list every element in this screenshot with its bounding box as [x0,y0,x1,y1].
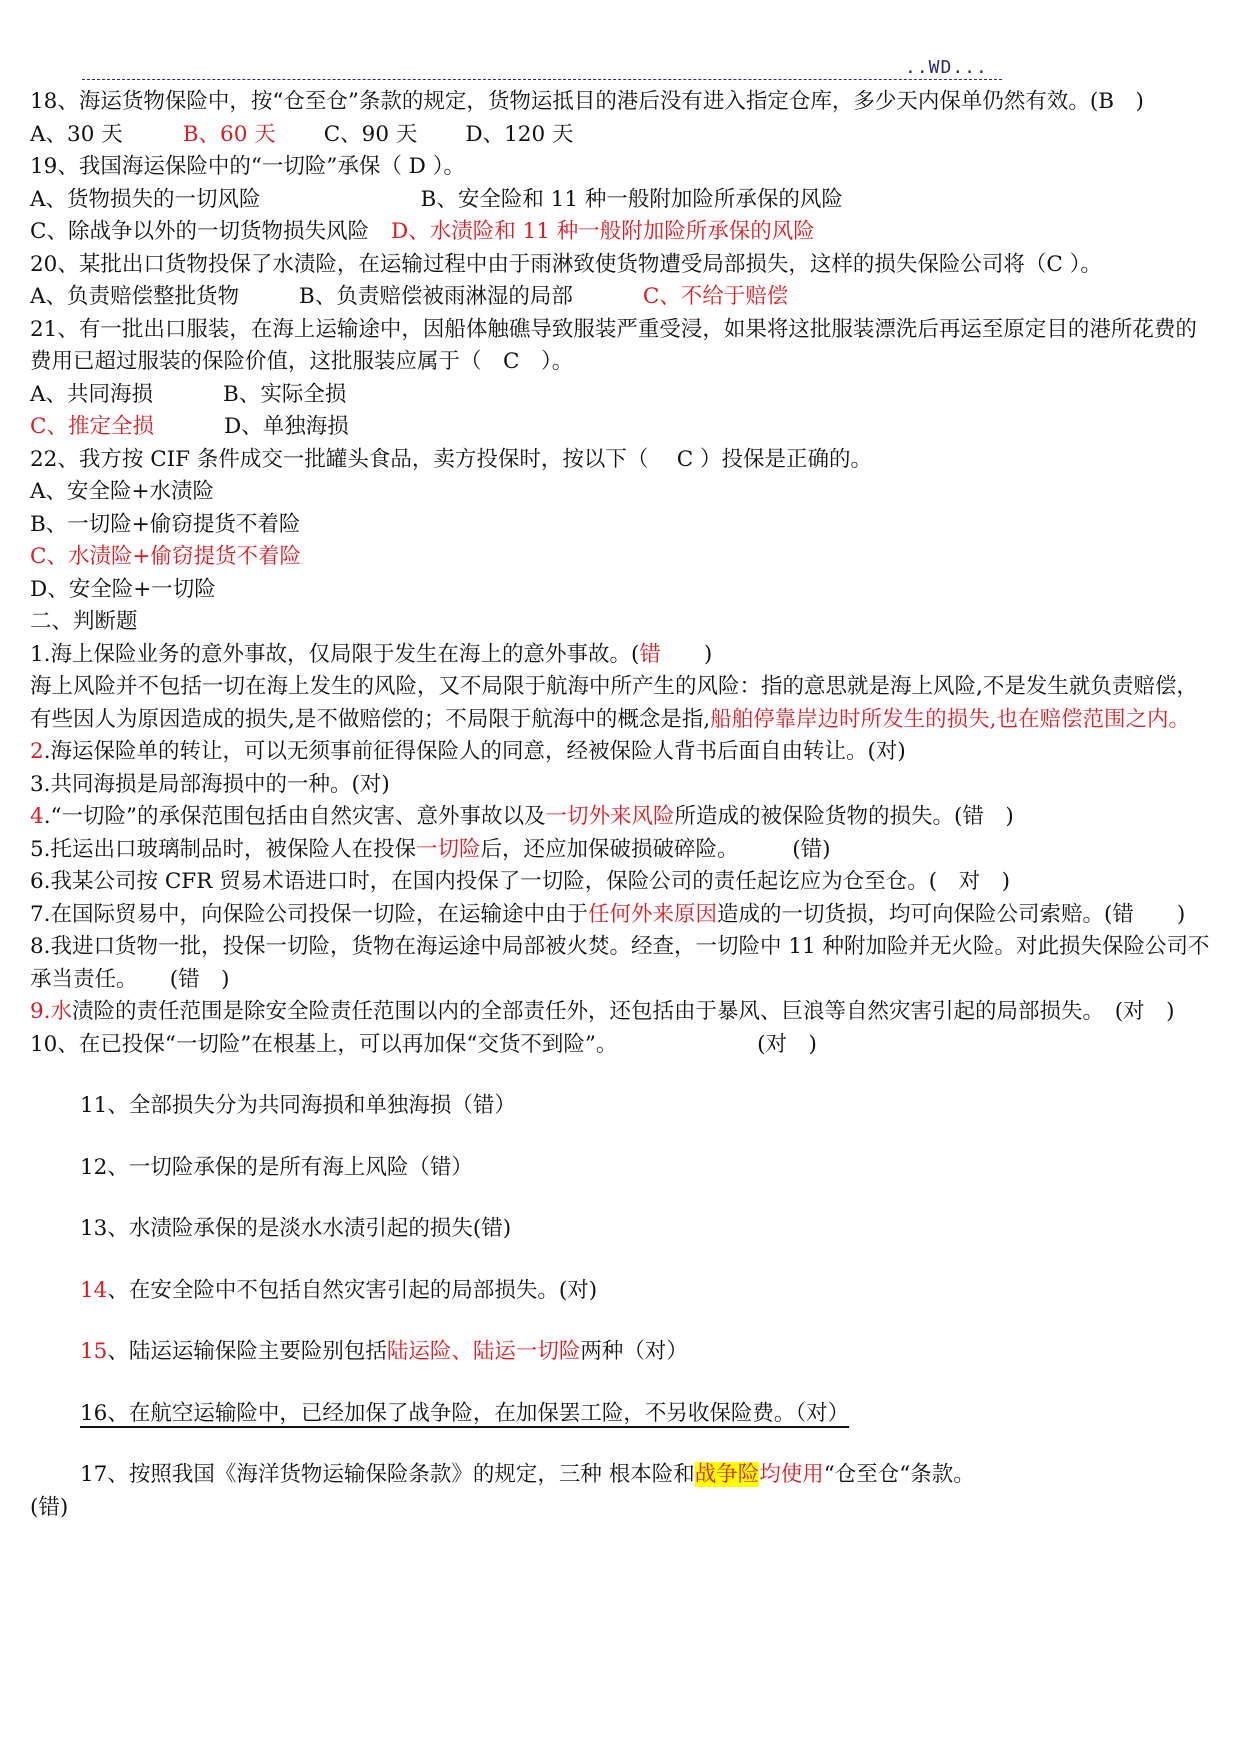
q21-option-d: D、单独海损 [223,414,349,439]
q21-option-c: C、推定全损 [30,414,154,439]
judgement-1-answer: 错 [639,641,661,667]
judgement-7: 7.在国际贸易中，向保险公司投保一切险，在运输途中由于任何外来原因造成的一切货损，均可向保险公司索赔。(错 ) [30,901,1186,927]
judgement-15-highlight: 陆运险、陆运一切险 [386,1339,581,1364]
judgement-17-answer: (错) [30,1494,69,1520]
q22-option-d: D、安全险+一切险 [30,576,216,602]
q20-option-b: B、负责赔偿被雨淋湿的局部 [299,284,573,309]
q19-option-d: D、水渍险和 11 种一般附加险所承保的风险 [390,219,815,244]
q19-option-a: A、货物损失的一切风险 [30,186,261,212]
q22-option-a: A、安全险+水渍险 [30,479,215,504]
judgement-1: 1.海上保险业务的意外事故，仅局限于发生在海上的意外事故。(错 ) [30,641,713,667]
judgement-17: 17、按照我国《海洋货物运输保险条款》的规定，三种 根本险和战争险均使用“仓至仓“条款。 [80,1462,975,1487]
judgement-13: 13、水渍险承保的是淡水水渍引起的损失(错) [80,1216,512,1241]
judgement-16: 16、在航空运输险中，已经加保了战争险，在加保罢工险，不另收保险费。（对） [80,1400,850,1426]
judgement-1-note-highlight: 船舶停靠岸边时所发生的损失,也在赔偿范围之内。 [710,706,1191,732]
judgement-2: 2.海运保险单的转让，可以无须事前征得保险人的同意，经被保险人背书后面自由转让。(对) [30,739,906,764]
q22-option-b: B、一切险+偷窃提货不着险 [30,511,301,537]
judgement-11: 11、全部损失分为共同海损和单独海损（错） [80,1093,516,1118]
judgement-9: 9.水渍险的责任范围是除安全险责任范围以内的全部责任外，还包括由于暴风、巨浪等自然灾害引起的局部损失。 (对 ) [30,999,1175,1024]
question-19-stem: 19、我国海运保险中的“一切险”承保（ D ）。 [30,154,465,179]
judgement-5: 5.托运出口玻璃制品时，被保险人在投保一切险后，还应加保破损破碎险。 (错) [30,836,831,862]
judgement-17-highlight: 均使用 [759,1462,824,1487]
q19-option-b: B、安全险和 11 种一般附加险所承保的风险 [420,186,843,212]
question-18-options [30,119,1210,152]
question-20-options [30,281,1210,314]
document-body [30,86,1210,1524]
question-21-options-cd [30,411,1210,444]
section-heading-judgement: 二、判断题 [30,609,138,634]
judgement-4: 4.“一切险”的承保范围包括由自然灾害、意外事故以及一切外来风险所造成的被保险货物的损失。(错 ) [30,804,1014,829]
header-mark: ..WD... [905,57,988,78]
question-19-options-ab [30,184,1210,217]
judgement-10: 10、在已投保“一切险”在根基上，可以再加保“交货不到险”。 (对 ) [30,1031,817,1057]
question-22-stem: 22、我方按 CIF 条件成交一批罐头食品，卖方投保时，按以下（ C ）投保是正确的。 [30,446,873,472]
judgement-6: 6.我某公司按 CFR 贸易术语进口时，在国内投保了一切险，保险公司的责任起讫应为仓至仓。( 对 ) [30,869,1011,894]
question-20-stem: 20、某批出口货物投保了水渍险，在运输过程中由于雨淋致使货物遭受局部损失，这样的损失保险公司将（C ）。 [30,251,1102,277]
q22-option-c: C、水渍险+偷窃提货不着险 [30,544,301,569]
judgement-12: 12、一切险承保的是所有海上风险（错） [80,1154,473,1180]
judgement-14: 14、在安全险中不包括自然灾害引起的局部损失。(对) [80,1277,598,1303]
question-21-stem: 21、有一批出口服装，在海上运输途中，因船体触礁导致服装严重受浸，如果将这批服装漂洗后再运至原定目的港所花费的费用已超过服装的保险价值，这批服装应属于（ C ）。 [30,316,1197,374]
q18-option-a: A、30 天 [30,121,123,147]
judgement-17-highlight-marker: 战争险 [694,1462,760,1487]
q19-option-c: C、除战争以外的一切货物损失风险 [30,219,369,244]
question-18-stem: 18、海运货物保险中，按“仓至仓”条款的规定，货物运抵目的港后没有进入指定仓库，多少天内保单仍然有效。(B ) [30,89,1144,114]
judgement-15: 15、陆运运输保险主要险别包括陆运险、陆运一切险两种（对） [80,1339,688,1364]
question-19-options-cd [30,216,1210,249]
judgement-3: 3.共同海损是局部海损中的一种。(对) [30,771,390,797]
judgement-1-note: 海上风险并不包括一切在海上发生的风险，又不局限于航海中所产生的风险：指的意思就是海上风险,不是发生就负责赔偿，有些因人为原因造成的损失,是不做赔偿的；不局限于航海中的概念是指,船舶停靠岸边时所发生的损失,也在赔偿范围之内。 [30,674,1198,732]
question-21-options-ab [30,379,1210,412]
q20-option-a: A、负责赔偿整批货物 [30,284,240,309]
header-divider [82,79,1002,80]
q18-option-b: B、60 天 [182,121,276,147]
q18-option-d: D、120 天 [465,121,574,147]
judgement-5-highlight: 一切险 [416,836,481,862]
judgement-8: 8.我进口货物一批，投保一切险，货物在海运途中局部被火焚。经查，一切险中 11 种附加险并无火险。对此损失保险公司不承当责任。 (错 ) [30,934,1210,992]
q21-option-b: B、实际全损 [223,381,347,407]
q21-option-a: A、共同海损 [30,381,154,407]
q18-option-c: C、90 天 [323,121,418,147]
q20-option-c: C、不给于赔偿 [642,284,789,309]
judgement-4-highlight: 一切外来风险 [545,804,675,829]
judgement-7-highlight: 任何外来原因 [588,901,718,927]
